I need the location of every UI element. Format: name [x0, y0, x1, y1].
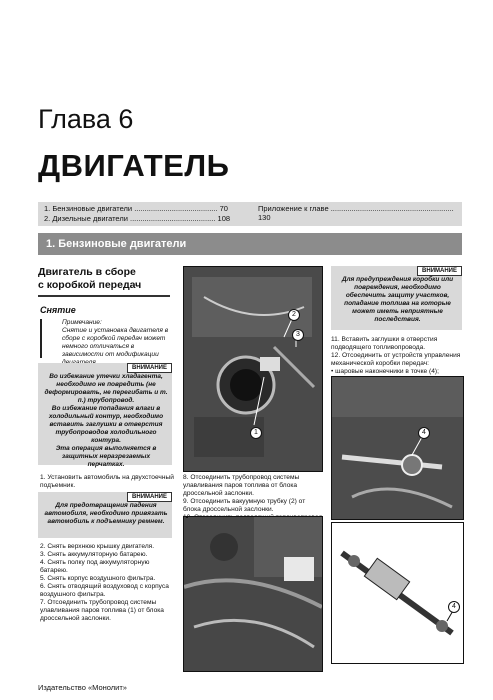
- warning-text: Для предотвращения падения автомобиля, необходимо привязать автомобиль к подъемнику ремнем.: [44, 502, 168, 525]
- warning-box-fuel: [331, 266, 462, 330]
- chapter-number: Глава 6: [38, 104, 134, 134]
- note-bracket: [40, 319, 50, 358]
- step-8: 8. Отсоединить трубопровод системы улавливания паров топлива от блока дроссельной заслонки.: [183, 474, 300, 497]
- step-9: 9. Отсоединить вакуумную трубку (2) от блока дроссельной заслонки.: [183, 498, 306, 513]
- step-6: 6. Снять отводящий воздуховод с корпуса воздушного фильтра.: [40, 583, 169, 598]
- spacer: [186, 516, 188, 518]
- gearbox-photo: [331, 376, 464, 520]
- table-of-contents: [38, 202, 462, 226]
- note-block: [40, 319, 174, 358]
- step-3: 3. Снять аккумуляторную батарею.: [40, 551, 148, 558]
- subsection-line-2: с коробкой передач: [38, 279, 142, 291]
- steering-rack-drawing: [331, 522, 464, 664]
- warning-text: Во избежание попадания влаги в холодильный контур, необходимо вставить заглушки в отверстия трубопроводов холодильного контура.: [48, 405, 164, 444]
- step-11: 11. Вставить заглушки в отверстия подводящего топливопровода.: [331, 336, 438, 351]
- warning-label: ВНИМАНИЕ: [417, 266, 462, 276]
- warning-label: ВНИМАНИЕ: [127, 363, 172, 373]
- steering-rack-illustration: [332, 523, 463, 663]
- step-7: 7. Отсоединить трубопровод системы улавливания паров топлива (1) от блока дроссельной заслонки.: [40, 599, 164, 622]
- note-text: Снятие и установка двигателя в сборе с коробкой передач может немного отличаться в зависимости от модификации: [62, 327, 169, 358]
- warning-label: ВНИМАНИЕ: [127, 492, 172, 502]
- callout-1: 1: [250, 427, 262, 439]
- step-4: 4. Снять полку под аккумуляторную батарею.: [40, 559, 150, 574]
- steps-2-7: [40, 543, 174, 623]
- throttle-body-illustration: [184, 267, 322, 471]
- subsection-line-1: Двигатель в сборе: [38, 266, 136, 278]
- callout-2: 2: [288, 309, 300, 321]
- gearbox-illustration: [332, 377, 463, 519]
- step-1: 1. Установить автомобиль на двухстоечный подъемник.: [40, 474, 174, 489]
- toc-item[interactable]: 1. Бензиновые двигатели ........................................ 70: [44, 204, 228, 213]
- subsection-underline: [38, 295, 170, 297]
- callout-4: 4: [418, 427, 430, 439]
- section-header: [38, 233, 462, 255]
- warning-text: Во избежание утечки хладагента, необходимо не повредить (не деформировать, не перегибать и т. п.) трубопровод.: [44, 373, 168, 404]
- pipes-illustration: [184, 517, 322, 671]
- chapter-title: ДВИГАТЕЛЬ: [38, 148, 230, 183]
- toc-item[interactable]: Приложение к главе ........................................................... 130: [258, 204, 454, 222]
- step-5: 5. Снять корпус воздушного фильтра.: [40, 575, 156, 582]
- step-12: 12. Отсоединить от устройств управления механической коробки передач:: [331, 352, 461, 367]
- note-label: Примечание:: [62, 319, 102, 326]
- steps-11-12: [331, 336, 463, 376]
- warning-box-lift: [38, 492, 172, 538]
- callout-3: 3: [292, 329, 304, 341]
- warning-text: Для предупреждения коробки или повреждения, необходимо обеспечить защиту участков, попадание топлива на которые может иметь неприятные последствия.: [341, 276, 454, 323]
- step-2: 2. Снять верхнюю крышку двигателя.: [40, 543, 155, 550]
- warning-text: Эта операция выполняется в защитных неразрезаемых перчатках.: [55, 445, 157, 468]
- step-12-bullet: • шаровые наконечники в точке (4);: [331, 368, 439, 375]
- warning-box-coolant: [38, 363, 172, 468]
- engine-photo-throttle: [183, 266, 323, 472]
- subsection-title: [38, 266, 141, 292]
- engine-photo-pipes: [183, 516, 323, 672]
- removal-heading: Снятие: [40, 305, 76, 315]
- section-title: 1. Бензиновые двигатели: [46, 238, 187, 250]
- toc-item[interactable]: 2. Дизельные двигатели ......................................... 108: [44, 214, 231, 223]
- publisher-footer: Издательство «Монолит»: [38, 683, 127, 692]
- callout-4: 4: [448, 601, 460, 613]
